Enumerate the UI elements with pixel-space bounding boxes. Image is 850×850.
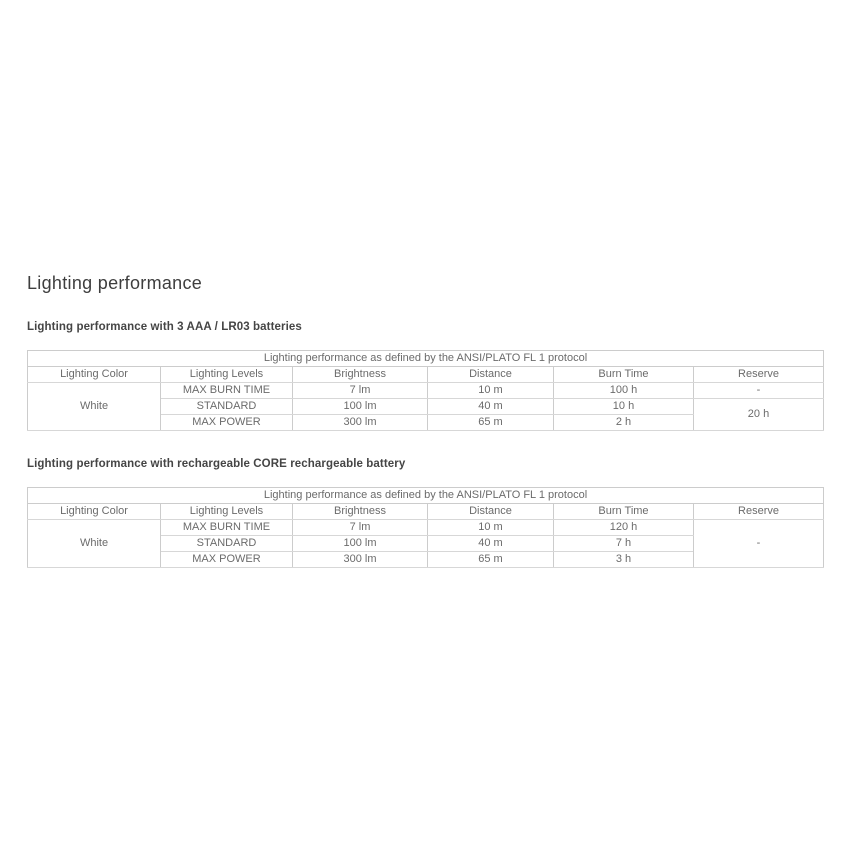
section-heading-core-battery: Lighting performance with rechargeable CORE rechargeable battery <box>27 458 406 470</box>
column-header-distance: Distance <box>428 367 554 383</box>
column-header-lighting-levels: Lighting Levels <box>161 504 293 520</box>
cell-level: MAX BURN TIME <box>161 383 293 399</box>
table-row <box>28 520 824 536</box>
section-heading-aaa-batteries: Lighting performance with 3 AAA / LR03 batteries <box>27 321 302 333</box>
cell-level: STANDARD <box>161 399 293 415</box>
cell-lighting-color: White <box>28 383 161 431</box>
cell-burn-time: 10 h <box>554 399 694 415</box>
protocol-header-cell: Lighting performance as defined by the ANSI/PLATO FL 1 protocol <box>28 351 824 367</box>
column-header-distance: Distance <box>428 504 554 520</box>
protocol-header-cell: Lighting performance as defined by the ANSI/PLATO FL 1 protocol <box>28 488 824 504</box>
cell-brightness: 100 lm <box>293 399 428 415</box>
cell-distance: 10 m <box>428 383 554 399</box>
table-row-headers <box>28 504 824 520</box>
table-row <box>28 383 824 399</box>
cell-brightness: 7 lm <box>293 383 428 399</box>
cell-burn-time: 120 h <box>554 520 694 536</box>
cell-burn-time: 100 h <box>554 383 694 399</box>
page-title: Lighting performance <box>27 273 203 293</box>
column-header-lighting-levels: Lighting Levels <box>161 367 293 383</box>
cell-burn-time: 2 h <box>554 415 694 431</box>
cell-burn-time: 3 h <box>554 552 694 568</box>
cell-level: MAX BURN TIME <box>161 520 293 536</box>
cell-distance: 65 m <box>428 415 554 431</box>
cell-distance: 40 m <box>428 399 554 415</box>
cell-level: MAX POWER <box>161 552 293 568</box>
cell-level: STANDARD <box>161 536 293 552</box>
cell-burn-time: 7 h <box>554 536 694 552</box>
column-header-reserve: Reserve <box>694 367 824 383</box>
cell-reserve: 20 h <box>694 399 824 431</box>
cell-reserve: - <box>694 383 824 399</box>
cell-distance: 65 m <box>428 552 554 568</box>
column-header-lighting-color: Lighting Color <box>28 367 161 383</box>
cell-level: MAX POWER <box>161 415 293 431</box>
table-row-protocol <box>28 488 824 504</box>
column-header-burn-time: Burn Time <box>554 504 694 520</box>
cell-brightness: 100 lm <box>293 536 428 552</box>
cell-brightness: 7 lm <box>293 520 428 536</box>
cell-brightness: 300 lm <box>293 552 428 568</box>
column-header-brightness: Brightness <box>293 367 428 383</box>
column-header-brightness: Brightness <box>293 504 428 520</box>
table-row-protocol <box>28 351 824 367</box>
cell-distance: 40 m <box>428 536 554 552</box>
lighting-table-core <box>27 487 824 568</box>
cell-lighting-color: White <box>28 520 161 568</box>
column-header-burn-time: Burn Time <box>554 367 694 383</box>
cell-brightness: 300 lm <box>293 415 428 431</box>
column-header-reserve: Reserve <box>694 504 824 520</box>
lighting-table-aaa <box>27 350 824 431</box>
cell-reserve: - <box>694 520 824 568</box>
cell-distance: 10 m <box>428 520 554 536</box>
table-row-headers <box>28 367 824 383</box>
column-header-lighting-color: Lighting Color <box>28 504 161 520</box>
